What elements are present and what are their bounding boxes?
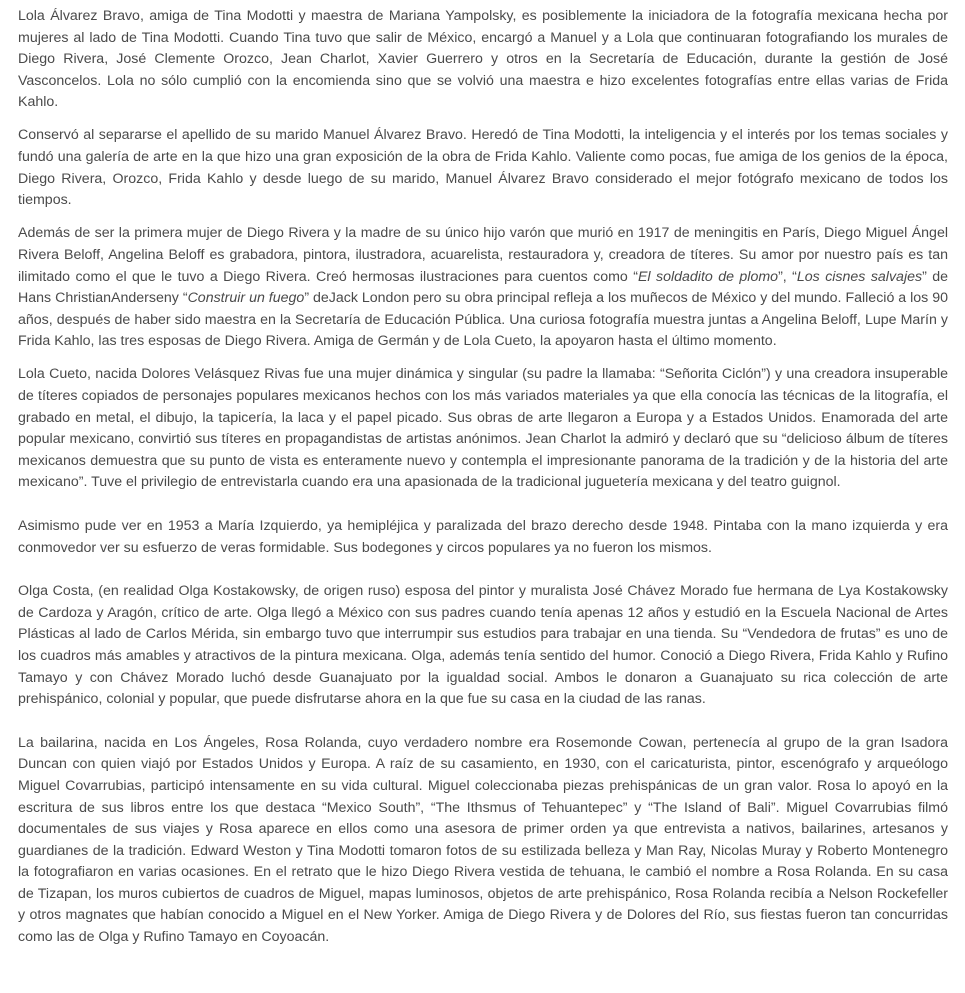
paragraph-olga-costa: Olga Costa, (en realidad Olga Kostakowsky, de origen ruso) esposa del pintor y muralista José Chávez Morado fue hermana de Lya Kostakowsky de Cardoza y Aragón, crítico de arte. Olga llegó a México con sus padres cuando tenía apenas 12 años y estudió en la Escuela Nacional de Artes Plásticas al lado de Carlos Mérida, sin embargo tuvo que interrumpir sus estudios para trabajar en una tienda. Su “Vendedora de frutas” es uno de los cuadros más amables y atractivos de la pintura mexicana. Olga, además tenía sentido del humor. Conoció a Diego Rivera, Frida Kahlo y Rufino Tamayo y con Chávez Morado luchó desde Guanajuato por la igualdad social. Ambos le donaron a Guanajuato su rica colección de arte prehispánico, colonial y popular, que puede disfrutarse ahora en la que fue su casa en la ciudad de las ranas. (18, 583, 948, 708)
paragraph-rosa-rolanda: La bailarina, nacida en Los Ángeles, Rosa Rolanda, cuyo verdadero nombre era Rosemonde Cowan, pertenecía al grupo de la gran Isadora Duncan con quien viajó por Estados Unidos y Europa. A raíz de su casamiento, en 1930, con el caricaturista, pintor, escenógrafo y arqueólogo Miguel Covarrubias, participó intensamente en su vida cultural. Miguel coleccionaba piezas prehispánicas de un gran valor. Rosa lo apoyó en la escritura de sus libros entre los que destaca “Mexico South”, “The Ithsmus of Tehuantepec” y “The Island of Bali”. Miguel Covarrubias filmó documentales de sus viajes y Rosa aparece en ellos como una asesora de primer orden ya que entrevista a nativos, bailarines, artesanos y guardianes de la tradición. Edward Weston y Tina Modotti tomaron fotos de su estilizada belleza y Man Ray, Nicolas Muray y Roberto Montenegro la fotografiaron en varias ocasiones. En el retrato que le hizo Diego Rivera vestida de tehuana, le cambió el nombre a Rosa Rolanda. En su casa de Tizapan, los muros cubiertos de cuadros de Miguel, mapas luminosos, objetos de arte prehispánico, Rosa Rolanda recibía a Nelson Rockefeller y otros magnates que habían conocido a Miguel en el New Yorker. Amiga de Diego Rivera y de Dolores del Río, sus fiestas fueron tan concurridas como las de Olga y Rufino Tamayo en Coyoacán. (18, 734, 948, 946)
text-run: ”, “ (778, 268, 797, 285)
italic-title-soldadito: El soldadito de plomo (637, 268, 779, 285)
text-run: ” deJack London pero su obra principal refleja a los muñecos de México y del mundo. Falleció a los 90 años, después de haber sido maestra en la Secretaría de Educación Pública. Una curiosa fotografía muestra juntas a Angelina Beloff, Lupe Marín y Frida Kahlo, las tres esposas de Diego Rivera. Amiga de Germán y de Lola Cueto, la apoyaron hasta el último momento. (18, 290, 948, 350)
paragraph-conservo-apellido: Conservó al separarse el apellido de su marido Manuel Álvarez Bravo. Heredó de Tina Modotti, la inteligencia y el interés por los temas sociales y fundó una galería de arte en la que hizo una gran exposición de la obra de Frida Kahlo. Valiente como pocas, fue amiga de los genios de la época, Diego Rivera, Orozco, Frida Kahlo y desde luego de su marido, Manuel Álvarez Bravo considerado el mejor fotógrafo mexicano de todos los tiempos. (18, 127, 948, 209)
article-body (18, 6, 948, 960)
paragraph-lola-alvarez-bravo: Lola Álvarez Bravo, amiga de Tina Modotti y maestra de Mariana Yampolsky, es posiblemente la iniciadora de la fotografía mexicana hecha por mujeres al lado de Tina Modotti. Cuando Tina tuvo que salir de México, encargó a Manuel y a Lola que continuaran fotografiando los murales de Diego Rivera, José Clemente Orozco, Jean Charlot, Xavier Guerrero y otros en la Secretaría de Educación, durante la gestión de José Vasconcelos. Lola no sólo cumplió con la encomienda sino que se volvió una maestra e hizo excelentes fotografías entre ellas varias de Frida Kahlo. (18, 8, 948, 111)
paragraph-angelina-beloff (18, 223, 948, 353)
text-run: Además de ser la primera mujer de Diego Rivera y la madre de su único hijo varón que murió en 1917 de meningitis en París, Diego Miguel Ángel Rivera Beloff, Angelina Beloff es grabadora, pintora, ilustradora, acuarelista, restauradora y, creadora de títeres. Su amor por nuestro país es tan ilimitado como el que le tuvo a Diego Rivera. Creó hermosas ilustraciones para cuentos como “ (18, 225, 948, 285)
italic-title-fuego: Construir un fuego (187, 290, 305, 307)
paragraph-maria-izquierdo: Asimismo pude ver en 1953 a María Izquierdo, ya hemipléjica y paralizada del brazo derecho desde 1948. Pintaba con la mano izquierda y era conmovedor ver su esfuerzo de veras formidable. Sus bodegones y circos populares ya no fueron los mismos. (18, 517, 948, 556)
text-run: ” de Hans ChristianAnderseny “ (18, 268, 949, 307)
paragraph-lola-cueto: Lola Cueto, nacida Dolores Velásquez Rivas fue una mujer dinámica y singular (su padre la llamaba: “Señorita Ciclón”) y una creadora insuperable de títeres copiados de personajes populares mexicanos hechos con los más variados materiales ya que ella conocía las técnicas de la litografía, el grabado en metal, el dibujo, la tapicería, la laca y el papel picado. Sus obras de arte llegaron a Europa y a Estados Unidos. Enamorada del arte popular mexicano, convirtió sus títeres en propagandistas de artistas anónimos. Jean Charlot la admiró y declaró que su “delicioso álbum de títeres mexicanos demuestra que su punto de vista es enteramente nuevo y contempla el impresionante panorama de la tradición y de la historia del arte mexicano”. Tuve el privilegio de entrevistarla cuando era una apasionada de la tradicional juguetería mexicana y del teatro guignol. (18, 366, 948, 491)
italic-title-cisnes: Los cisnes salvajes (796, 268, 923, 285)
